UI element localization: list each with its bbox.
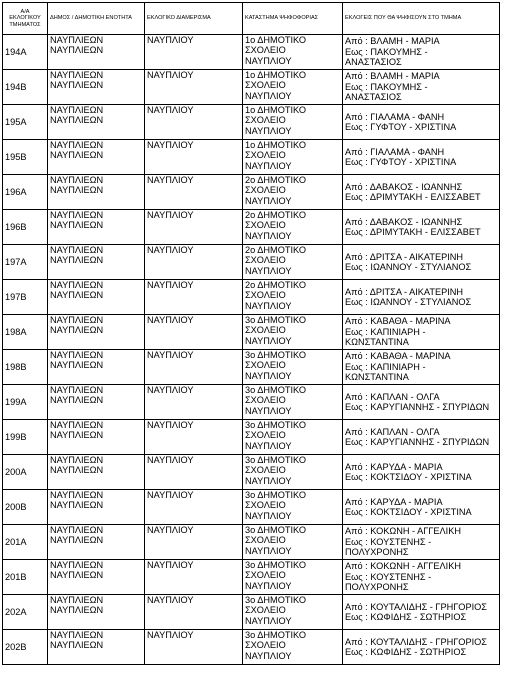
cell-municipality: ΝΑΥΠΛΙΕΩΝ ΝΑΥΠΛΙΕΩΝ <box>48 420 145 455</box>
table-row <box>3 70 500 105</box>
cell-voters: Από : ΚΑΒΑΘΑ - ΜΑΡΙΝΑ Εως : ΚΑΠΙΝΙΑΡΗ - ΚΩΝΣΤΑΝΤΙΝΑ <box>343 350 500 385</box>
cell-municipality: ΝΑΥΠΛΙΕΩΝ ΝΑΥΠΛΙΕΩΝ <box>48 595 145 630</box>
table-row <box>3 105 500 140</box>
table-body <box>3 35 500 665</box>
cell-station: 3ο ΔΗΜΟΤΙΚΟ ΣΧΟΛΕΙΟ ΝΑΥΠΛΙΟΥ <box>243 630 343 665</box>
cell-code: 197Α <box>3 245 48 280</box>
cell-municipality: ΝΑΥΠΛΙΕΩΝ ΝΑΥΠΛΙΕΩΝ <box>48 140 145 175</box>
cell-code: 197Β <box>3 280 48 315</box>
table-row <box>3 350 500 385</box>
cell-station: 2ο ΔΗΜΟΤΙΚΟ ΣΧΟΛΕΙΟ ΝΑΥΠΛΙΟΥ <box>243 175 343 210</box>
cell-municipality: ΝΑΥΠΛΙΕΩΝ ΝΑΥΠΛΙΕΩΝ <box>48 245 145 280</box>
table-row <box>3 140 500 175</box>
cell-station: 3ο ΔΗΜΟΤΙΚΟ ΣΧΟΛΕΙΟ ΝΑΥΠΛΙΟΥ <box>243 525 343 560</box>
cell-voters: Από : ΚΑΒΑΘΑ - ΜΑΡΙΝΑ Εως : ΚΑΠΙΝΙΑΡΗ - ΚΩΝΣΤΑΝΤΙΝΑ <box>343 315 500 350</box>
table-row <box>3 560 500 595</box>
cell-voters: Από : ΚΑΠΛΑΝ - ΟΛΓΑ Εως : ΚΑΡΥΓΙΑΝΝΗΣ - ΣΠΥΡΙΔΩΝ <box>343 420 500 455</box>
cell-municipality: ΝΑΥΠΛΙΕΩΝ ΝΑΥΠΛΙΕΩΝ <box>48 175 145 210</box>
table-row <box>3 35 500 70</box>
cell-municipality: ΝΑΥΠΛΙΕΩΝ ΝΑΥΠΛΙΕΩΝ <box>48 315 145 350</box>
cell-municipality: ΝΑΥΠΛΙΕΩΝ ΝΑΥΠΛΙΕΩΝ <box>48 525 145 560</box>
table-row <box>3 455 500 490</box>
table-row <box>3 385 500 420</box>
cell-district: ΝΑΥΠΛΙΟΥ <box>145 490 243 525</box>
cell-district: ΝΑΥΠΛΙΟΥ <box>145 350 243 385</box>
cell-station: 2ο ΔΗΜΟΤΙΚΟ ΣΧΟΛΕΙΟ ΝΑΥΠΛΙΟΥ <box>243 210 343 245</box>
cell-station: 1ο ΔΗΜΟΤΙΚΟ ΣΧΟΛΕΙΟ ΝΑΥΠΛΙΟΥ <box>243 140 343 175</box>
cell-voters: Από : ΔΑΒΑΚΟΣ - ΙΩΑΝΝΗΣ Εως : ΔΡΙΜΥΤΑΚΗ - ΕΛΙΣΣΑΒΕΤ <box>343 210 500 245</box>
cell-district: ΝΑΥΠΛΙΟΥ <box>145 525 243 560</box>
cell-code: 195Β <box>3 140 48 175</box>
cell-code: 201Β <box>3 560 48 595</box>
cell-district: ΝΑΥΠΛΙΟΥ <box>145 70 243 105</box>
cell-district: ΝΑΥΠΛΙΟΥ <box>145 280 243 315</box>
table-row <box>3 175 500 210</box>
cell-municipality: ΝΑΥΠΛΙΕΩΝ ΝΑΥΠΛΙΕΩΝ <box>48 350 145 385</box>
cell-voters: Από : ΚΟΚΩΝΗ - ΑΓΓΕΛΙΚΗ Εως : ΚΟΥΣΤΕΝΗΣ - ΠΟΛΥΧΡΟΝΗΣ <box>343 525 500 560</box>
table-row <box>3 420 500 455</box>
cell-code: 200Α <box>3 455 48 490</box>
cell-station: 3ο ΔΗΜΟΤΙΚΟ ΣΧΟΛΕΙΟ ΝΑΥΠΛΙΟΥ <box>243 560 343 595</box>
table-row <box>3 280 500 315</box>
cell-code: 194Β <box>3 70 48 105</box>
cell-district: ΝΑΥΠΛΙΟΥ <box>145 245 243 280</box>
cell-municipality: ΝΑΥΠΛΙΕΩΝ ΝΑΥΠΛΙΕΩΝ <box>48 105 145 140</box>
table-row <box>3 210 500 245</box>
cell-station: 1ο ΔΗΜΟΤΙΚΟ ΣΧΟΛΕΙΟ ΝΑΥΠΛΙΟΥ <box>243 105 343 140</box>
cell-municipality: ΝΑΥΠΛΙΕΩΝ ΝΑΥΠΛΙΕΩΝ <box>48 560 145 595</box>
cell-station: 3ο ΔΗΜΟΤΙΚΟ ΣΧΟΛΕΙΟ ΝΑΥΠΛΙΟΥ <box>243 315 343 350</box>
cell-code: 194Α <box>3 35 48 70</box>
cell-voters: Από : ΒΛΑΜΗ - ΜΑΡΙΑ Εως : ΠΑΚΟΥΜΗΣ - ΑΝΑΣΤΑΣΙΟΣ <box>343 35 500 70</box>
cell-district: ΝΑΥΠΛΙΟΥ <box>145 35 243 70</box>
cell-district: ΝΑΥΠΛΙΟΥ <box>145 630 243 665</box>
cell-district: ΝΑΥΠΛΙΟΥ <box>145 140 243 175</box>
cell-code: 202Α <box>3 595 48 630</box>
cell-voters: Από : ΔΡΙΤΣΑ - ΑΙΚΑΤΕΡΙΝΗ Εως : ΙΩΑΝΝΟΥ - ΣΤΥΛΙΑΝΟΣ <box>343 280 500 315</box>
cell-station: 2ο ΔΗΜΟΤΙΚΟ ΣΧΟΛΕΙΟ ΝΑΥΠΛΙΟΥ <box>243 245 343 280</box>
cell-district: ΝΑΥΠΛΙΟΥ <box>145 210 243 245</box>
polling-stations-table <box>2 2 500 665</box>
cell-station: 3ο ΔΗΜΟΤΙΚΟ ΣΧΟΛΕΙΟ ΝΑΥΠΛΙΟΥ <box>243 595 343 630</box>
cell-voters: Από : ΚΟΚΩΝΗ - ΑΓΓΕΛΙΚΗ Εως : ΚΟΥΣΤΕΝΗΣ - ΠΟΛΥΧΡΟΝΗΣ <box>343 560 500 595</box>
cell-municipality: ΝΑΥΠΛΙΕΩΝ ΝΑΥΠΛΙΕΩΝ <box>48 455 145 490</box>
table-row <box>3 525 500 560</box>
cell-district: ΝΑΥΠΛΙΟΥ <box>145 455 243 490</box>
table-row <box>3 490 500 525</box>
cell-district: ΝΑΥΠΛΙΟΥ <box>145 315 243 350</box>
header-code: Α/Α ΕΚΛΟΓΙΚΟΥ ΤΜΗΜΑΤΟΣ <box>3 3 48 35</box>
cell-municipality: ΝΑΥΠΛΙΕΩΝ ΝΑΥΠΛΙΕΩΝ <box>48 280 145 315</box>
cell-municipality: ΝΑΥΠΛΙΕΩΝ ΝΑΥΠΛΙΕΩΝ <box>48 70 145 105</box>
cell-voters: Από : ΓΙΑΛΑΜΑ - ΦΑΝΗ Εως : ΓΥΦΤΟΥ - ΧΡΙΣΤΙΝΑ <box>343 140 500 175</box>
cell-code: 199Α <box>3 385 48 420</box>
table-row <box>3 630 500 665</box>
cell-code: 198Β <box>3 350 48 385</box>
cell-station: 2ο ΔΗΜΟΤΙΚΟ ΣΧΟΛΕΙΟ ΝΑΥΠΛΙΟΥ <box>243 280 343 315</box>
cell-station: 3ο ΔΗΜΟΤΙΚΟ ΣΧΟΛΕΙΟ ΝΑΥΠΛΙΟΥ <box>243 385 343 420</box>
cell-voters: Από : ΚΟΥΤΑΛΙΔΗΣ - ΓΡΗΓΟΡΙΟΣ Εως : ΚΩΦΙΔΗΣ - ΣΩΤΗΡΙΟΣ <box>343 595 500 630</box>
cell-code: 199Β <box>3 420 48 455</box>
header-row <box>3 3 500 35</box>
cell-voters: Από : ΚΑΡΥΔΑ - ΜΑΡΙΑ Εως : ΚΟΚΤΣΙΔΟΥ - ΧΡΙΣΤΙΝΑ <box>343 455 500 490</box>
cell-station: 3ο ΔΗΜΟΤΙΚΟ ΣΧΟΛΕΙΟ ΝΑΥΠΛΙΟΥ <box>243 455 343 490</box>
cell-code: 196Β <box>3 210 48 245</box>
cell-municipality: ΝΑΥΠΛΙΕΩΝ ΝΑΥΠΛΙΕΩΝ <box>48 35 145 70</box>
cell-district: ΝΑΥΠΛΙΟΥ <box>145 105 243 140</box>
cell-voters: Από : ΔΡΙΤΣΑ - ΑΙΚΑΤΕΡΙΝΗ Εως : ΙΩΑΝΝΟΥ - ΣΤΥΛΙΑΝΟΣ <box>343 245 500 280</box>
cell-voters: Από : ΔΑΒΑΚΟΣ - ΙΩΑΝΝΗΣ Εως : ΔΡΙΜΥΤΑΚΗ - ΕΛΙΣΣΑΒΕΤ <box>343 175 500 210</box>
cell-district: ΝΑΥΠΛΙΟΥ <box>145 560 243 595</box>
cell-voters: Από : ΒΛΑΜΗ - ΜΑΡΙΑ Εως : ΠΑΚΟΥΜΗΣ - ΑΝΑΣΤΑΣΙΟΣ <box>343 70 500 105</box>
cell-district: ΝΑΥΠΛΙΟΥ <box>145 175 243 210</box>
cell-municipality: ΝΑΥΠΛΙΕΩΝ ΝΑΥΠΛΙΕΩΝ <box>48 630 145 665</box>
header-municipality: ΔΗΜΟΣ / ΔΗΜΟΤΙΚΗ ΕΝΟΤΗΤΑ <box>48 3 145 35</box>
table-row <box>3 245 500 280</box>
cell-district: ΝΑΥΠΛΙΟΥ <box>145 420 243 455</box>
cell-code: 202Β <box>3 630 48 665</box>
table-row <box>3 315 500 350</box>
cell-municipality: ΝΑΥΠΛΙΕΩΝ ΝΑΥΠΛΙΕΩΝ <box>48 385 145 420</box>
cell-station: 1ο ΔΗΜΟΤΙΚΟ ΣΧΟΛΕΙΟ ΝΑΥΠΛΙΟΥ <box>243 70 343 105</box>
cell-station: 3ο ΔΗΜΟΤΙΚΟ ΣΧΟΛΕΙΟ ΝΑΥΠΛΙΟΥ <box>243 350 343 385</box>
cell-voters: Από : ΓΙΑΛΑΜΑ - ΦΑΝΗ Εως : ΓΥΦΤΟΥ - ΧΡΙΣΤΙΝΑ <box>343 105 500 140</box>
cell-voters: Από : ΚΑΠΛΑΝ - ΟΛΓΑ Εως : ΚΑΡΥΓΙΑΝΝΗΣ - ΣΠΥΡΙΔΩΝ <box>343 385 500 420</box>
cell-voters: Από : ΚΟΥΤΑΛΙΔΗΣ - ΓΡΗΓΟΡΙΟΣ Εως : ΚΩΦΙΔΗΣ - ΣΩΤΗΡΙΟΣ <box>343 630 500 665</box>
cell-station: 3ο ΔΗΜΟΤΙΚΟ ΣΧΟΛΕΙΟ ΝΑΥΠΛΙΟΥ <box>243 490 343 525</box>
cell-code: 195Α <box>3 105 48 140</box>
cell-municipality: ΝΑΥΠΛΙΕΩΝ ΝΑΥΠΛΙΕΩΝ <box>48 210 145 245</box>
table-row <box>3 595 500 630</box>
cell-code: 196Α <box>3 175 48 210</box>
cell-municipality: ΝΑΥΠΛΙΕΩΝ ΝΑΥΠΛΙΕΩΝ <box>48 490 145 525</box>
cell-voters: Από : ΚΑΡΥΔΑ - ΜΑΡΙΑ Εως : ΚΟΚΤΣΙΔΟΥ - ΧΡΙΣΤΙΝΑ <box>343 490 500 525</box>
cell-district: ΝΑΥΠΛΙΟΥ <box>145 385 243 420</box>
cell-code: 201Α <box>3 525 48 560</box>
cell-station: 3ο ΔΗΜΟΤΙΚΟ ΣΧΟΛΕΙΟ ΝΑΥΠΛΙΟΥ <box>243 420 343 455</box>
cell-code: 198Α <box>3 315 48 350</box>
header-district: ΕΚΛΟΓΙΚΟ ΔΙΑΜΕΡΙΣΜΑ <box>145 3 243 35</box>
table-header <box>3 3 500 35</box>
header-station: ΚΑΤΑΣΤΗΜΑ ΨΗΦΟΦΟΡΙΑΣ <box>243 3 343 35</box>
header-voters: ΕΚΛΟΓΕΙΣ ΠΟΥ ΘΑ ΨΗΦΙΣΟΥΝ ΣΤΟ ΤΜΗΜΑ <box>343 3 500 35</box>
cell-district: ΝΑΥΠΛΙΟΥ <box>145 595 243 630</box>
cell-code: 200Β <box>3 490 48 525</box>
cell-station: 1ο ΔΗΜΟΤΙΚΟ ΣΧΟΛΕΙΟ ΝΑΥΠΛΙΟΥ <box>243 35 343 70</box>
